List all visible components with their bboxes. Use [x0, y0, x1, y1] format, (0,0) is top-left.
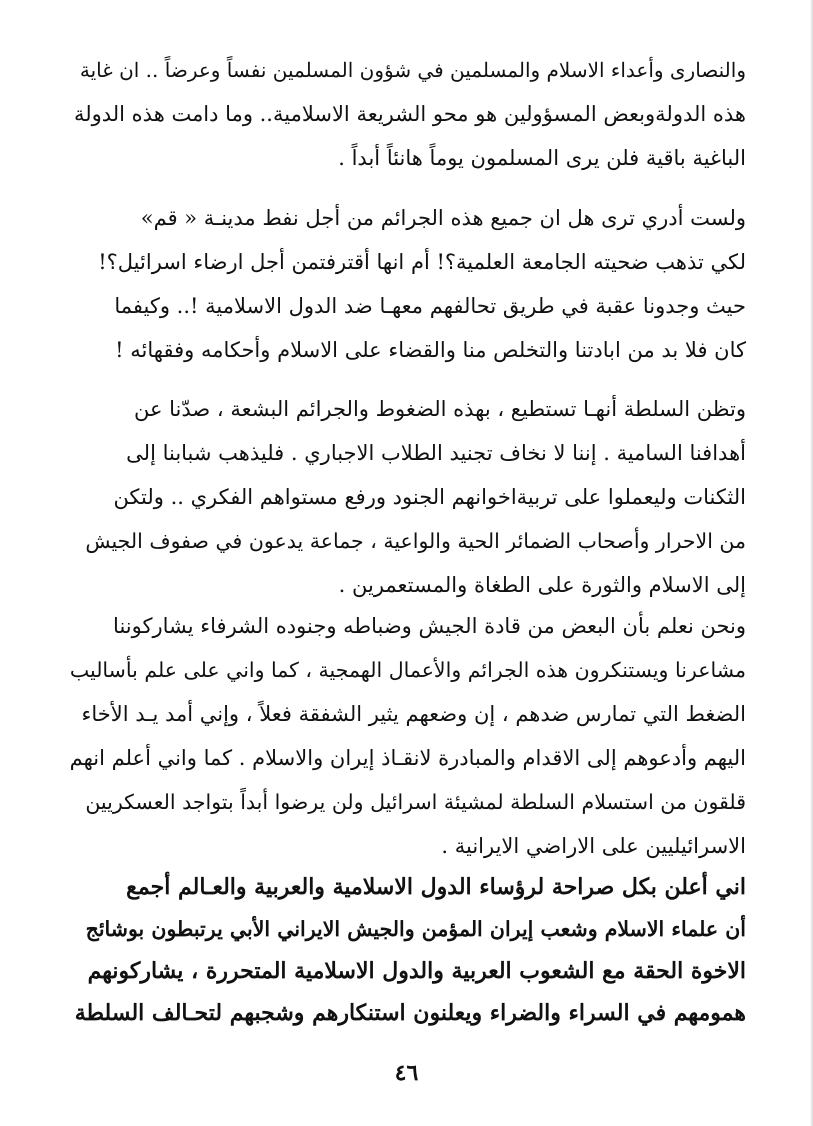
text-line: وتظن السلطة أنهـا تستطيع ، بهذه الضغوط والجرائم البشعة ، صدّنا عن: [133, 397, 746, 421]
page-number: ٤٦: [394, 1060, 419, 1086]
text-line: اني أعلن بكل صراحة لرؤساء الدول الاسلامية والعربية والعـالم أجمع: [126, 874, 746, 900]
text-line: من الاحرار وأصحاب الضمائر الحية والواعية ، جماعة يدعون في صفوف الجيش: [85, 529, 746, 553]
text-line: والنصارى وأعداء الاسلام والمسلمين في شؤون المسلمين نفساً وعرضاً .. ان غاية: [79, 58, 746, 82]
text-line: اليهم وأدعوهم إلى الاقدام والمبادرة لانقـاذ إيران والاسلام . كما واني أعلم انهم: [70, 746, 746, 770]
text-line: الاسرائيليين على الاراضي الايرانية .: [441, 834, 746, 858]
text-line: الضغط التي تمارس ضدهم ، إن وضعهم يثير الشفقة فعلاً ، وإني أمد يـد الأخاء: [81, 702, 746, 726]
text-line: الباغية باقية فلن يرى المسلمون يوماً هانئاً أبداً .: [338, 146, 746, 170]
text-line: همومهم في السراء والضراء ويعلنون استنكارهم وشجبهم لتحـالف السلطة: [74, 1000, 746, 1026]
paragraph-5-bold: [70, 866, 746, 1034]
paragraph-1: [70, 48, 746, 180]
text-line: إلى الاسلام والثورة على الطغاة والمستعمرين .: [338, 573, 746, 597]
text-line: لكي تذهب ضحيته الجامعة العلمية؟! أم انها أقترفتمن أجل ارضاء اسرائيل؟!: [98, 250, 746, 274]
text-line: أن علماء الاسلام وشعب إيران المؤمن والجيش الايراني الأبي يرتبطون بوشائج: [85, 917, 746, 941]
paragraph-2: [70, 196, 746, 372]
text-line: الاخوة الحقة مع الشعوب العربية والدول الاسلامية المتحررة ، يشاركونهم: [87, 958, 746, 984]
text-line: هذه الدولةوبعض المسؤولين هو محو الشريعة الاسلامية.. وما دامت هذه الدولة: [73, 102, 746, 126]
text-line: كان فلا بد من ابادتنا والتخلص منا والقضاء على الاسلام وأحكامه وفقهائه !: [115, 338, 746, 362]
text-line: ونحن نعلم بأن البعض من قادة الجيش وضباطه وجنوده الشرفاء يشاركوننا: [113, 614, 746, 638]
text-line: حيث وجدونا عقبة في طريق تحالفهم معهـا ضد الدول الاسلامية !.. وكيفما: [114, 294, 746, 318]
text-line: ولست أدري ترى هل ان جميع هذه الجرائم من أجل نفط مدينـة « قم»: [140, 206, 746, 230]
text-line: قلقون من استسلام السلطة لمشيئة اسرائيل ولن يرضوا أبداً بتواجد العسكريين: [85, 790, 746, 814]
text-line: أهدافنا السامية . إننا لا نخاف تجنيد الطلاب الاجباري . فليذهب شبابنا إلى: [126, 441, 746, 465]
paragraph-4: [70, 604, 746, 868]
paragraph-3: [70, 387, 746, 607]
text-line: مشاعرنا ويستنكرون هذه الجرائم والأعمال الهمجية ، كما واني على علم بأساليب: [70, 658, 746, 682]
text-line: الثكنات وليعملوا على تربيةاخوانهم الجنود ورفع مستواهم الفكري .. ولتكن: [113, 485, 746, 509]
